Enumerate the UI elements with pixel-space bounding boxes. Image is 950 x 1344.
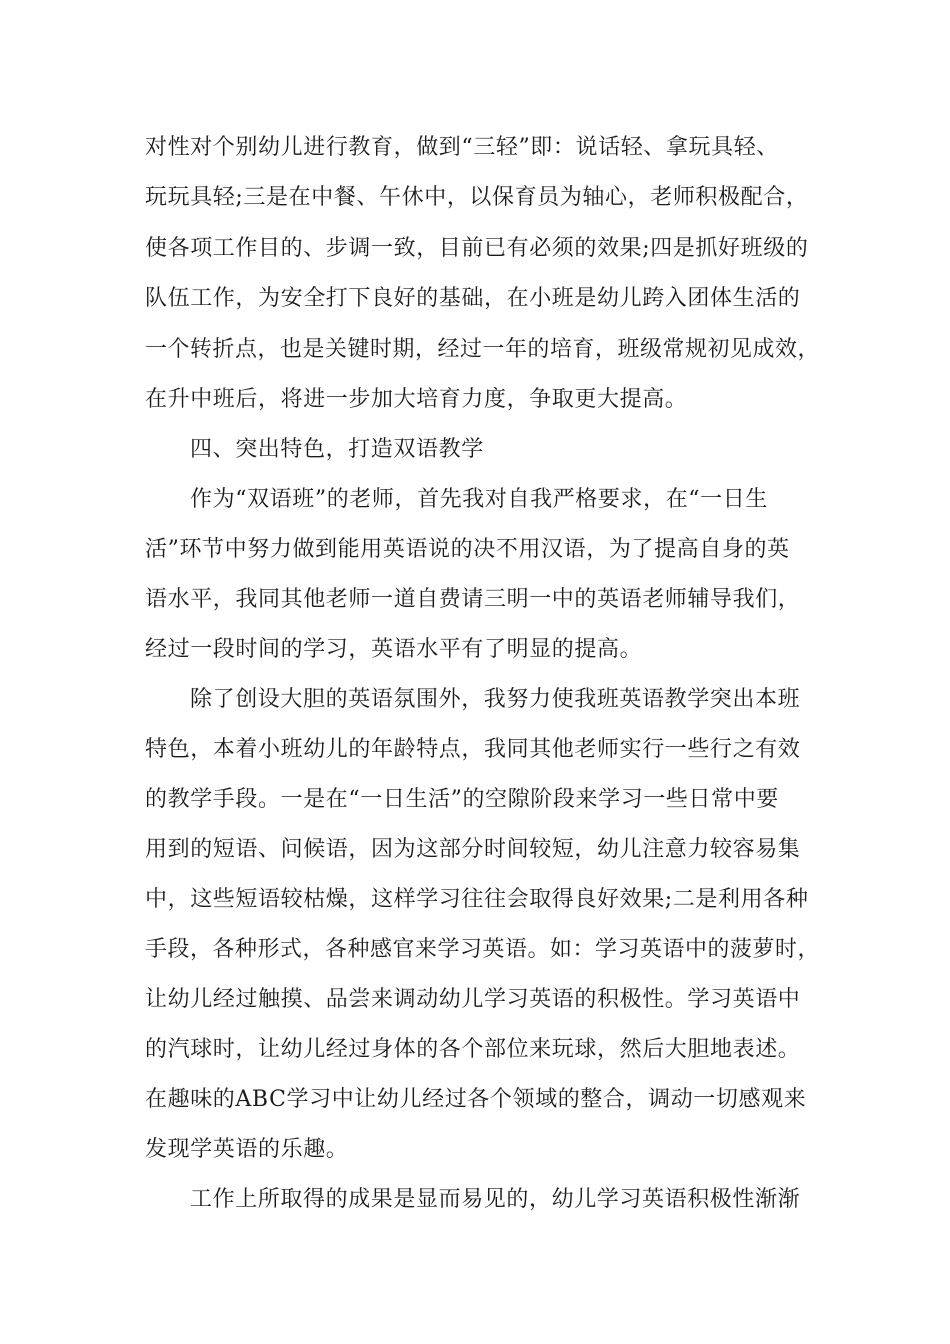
text-line: 一个转折点，也是关键时期，经过一年的培育，班级常规初见成效， — [145, 337, 821, 362]
text-line: 工作上所取得的成果是显而易见的，幼儿学习英语积极性渐渐 — [190, 1187, 801, 1212]
text-line: 的教学手段。一是在“一日生活”的空隙阶段来学习一些日常中要 — [145, 787, 779, 812]
section-heading: 四、突出特色，打造双语教学 — [190, 437, 484, 462]
text-line: 的汽球时，让幼儿经过身体的各个部位来玩球，然后大胆地表述。 — [145, 1037, 801, 1062]
text-line: 使各项工作目的、步调一致，目前已有必须的效果;四是抓好班级的 — [145, 236, 809, 261]
text-line: 对性对个别幼儿进行教育，做到“三轻”即：说话轻、拿玩具轻、 — [145, 135, 779, 160]
text-line: 队伍工作，为安全打下良好的基础，在小班是幼儿跨入团体生活的 — [145, 286, 801, 311]
text-line: 手段，各种形式，各种感官来学习英语。如：学习英语中的菠萝时， — [145, 937, 821, 962]
text-line: 用到的短语、问候语，因为这部分时间较短，幼儿注意力较容易集 — [145, 837, 801, 862]
text-line: 在趣味的ABC学习中让幼儿经过各个领域的整合，调动一切感观来 — [145, 1087, 807, 1112]
text-line: 语水平，我同其他老师一道自费请三明一中的英语老师辅导我们， — [145, 587, 801, 612]
text-line: 活”环节中努力做到能用英语说的决不用汉语，为了提高自身的英 — [145, 537, 790, 562]
text-line: 特色，本着小班幼儿的年龄特点，我同其他老师实行一些行之有效 — [145, 737, 801, 762]
text-line: 玩玩具轻;三是在中餐、午休中，以保育员为轴心，老师积极配合， — [145, 185, 809, 210]
text-line: 发现学英语的乐趣。 — [145, 1137, 349, 1162]
text-line: 作为“双语班”的老师，首先我对自我严格要求，在“一日生 — [190, 487, 768, 512]
text-line: 经过一段时间的学习，英语水平有了明显的提高。 — [145, 637, 643, 662]
text-line: 在升中班后，将进一步加大培育力度，争取更大提高。 — [145, 387, 688, 412]
text-line: 除了创设大胆的英语氛围外，我努力使我班英语教学突出本班 — [190, 687, 801, 712]
text-line: 中，这些短语较枯燥，这样学习往往会取得良好效果;二是利用各种 — [145, 887, 809, 912]
text-line: 让幼儿经过触摸、品尝来调动幼儿学习英语的积极性。学习英语中 — [145, 987, 801, 1012]
